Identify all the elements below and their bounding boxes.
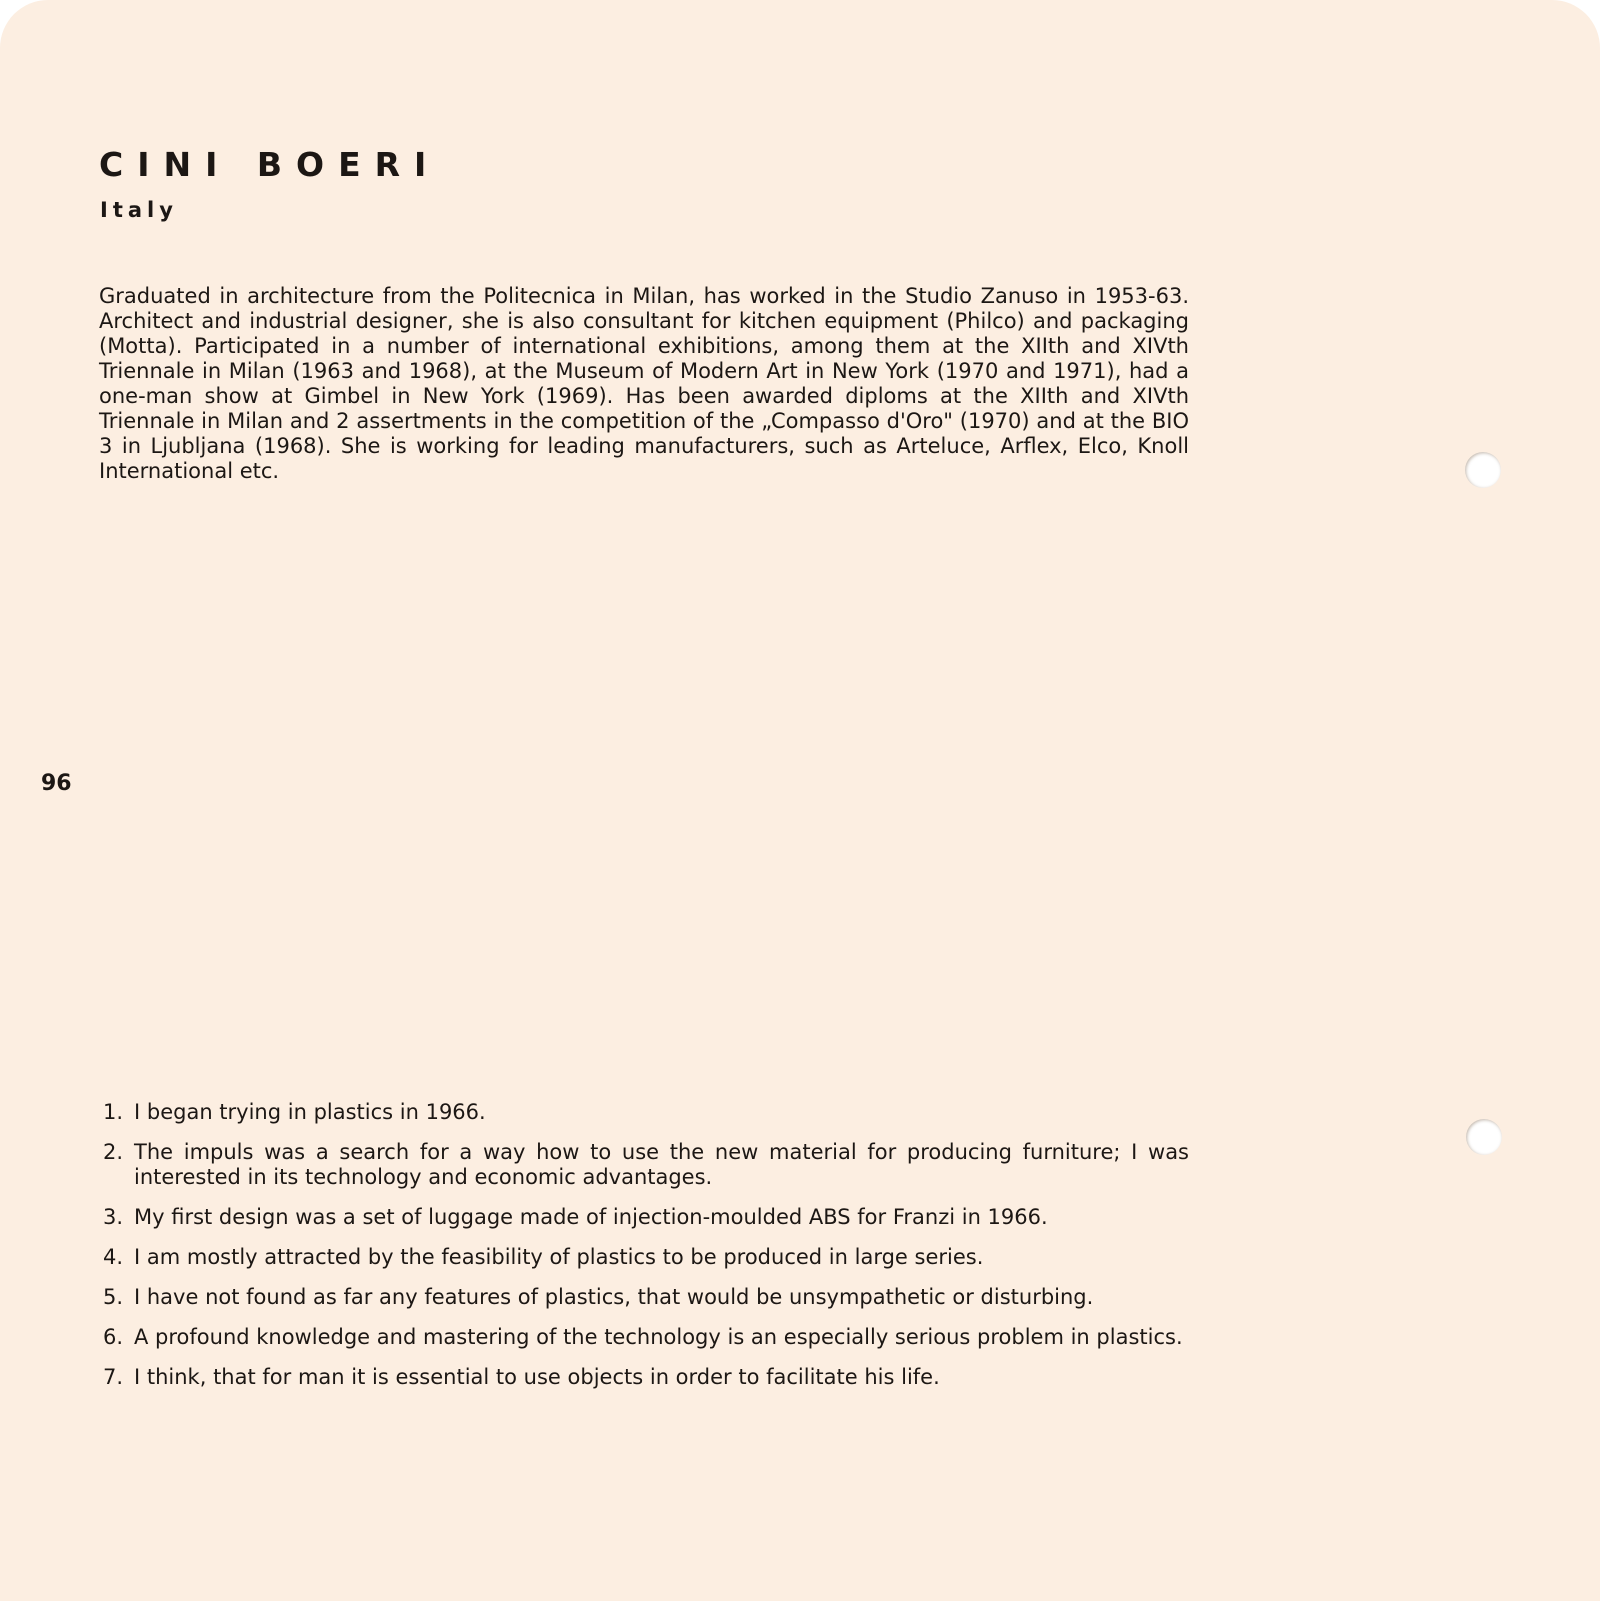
answer-text: A profound knowledge and mastering of the technology is an especially serious problem in plastics. [134, 1325, 1183, 1349]
punch-hole-bottom [1466, 1119, 1502, 1155]
answer-text: I think, that for man it is essential to use objects in order to facilitate his life. [134, 1365, 940, 1389]
answer-text: I began trying in plastics in 1966. [134, 1100, 486, 1124]
answer-text: I am mostly attracted by the feasibility of plastics to be produced in large series. [134, 1245, 984, 1269]
answer-item [99, 1325, 1189, 1350]
answer-item [99, 1100, 1189, 1125]
answer-number: 3. [103, 1205, 124, 1229]
designer-name: CINI BOERI [99, 145, 441, 184]
punch-hole-top [1465, 452, 1501, 488]
biography-paragraph: Graduated in architecture from the Politecnica in Milan, has worked in the Studio Zanuso in 1953-63. Architect and industrial designer, she is also consultant for kitchen equipment (Philco) and packaging (Motta). Participated in a number of international exhibitions, among them at the XIIth and XIVth Triennale in Milan (1963 and 1968), at the Museum of Modern Art in New York (1970 and 1971), had a one-man show at Gimbel in New York (1969). Has been awarded diploms at the XIIth and XIVth Triennale in Milan and 2 assertments in the competition of the „Compasso d'Oro" (1970) and at the BIO 3 in Ljubljana (1968). She is working for leading manufacturers, such as Arteluce, Arflex, Elco, Knoll International etc. [99, 284, 1189, 483]
answer-item [99, 1140, 1189, 1190]
answer-text: My first design was a set of luggage made of injection-moulded ABS for Franzi in 1966. [134, 1205, 1048, 1229]
questionnaire-answers [99, 1100, 1189, 1405]
answer-item [99, 1365, 1189, 1390]
page-number: 96 [41, 771, 72, 796]
answer-item [99, 1285, 1189, 1310]
answer-text: I have not found as far any features of plastics, that would be unsympathetic or disturbing. [134, 1285, 1094, 1309]
answer-number: 2. [103, 1140, 124, 1164]
answer-item [99, 1245, 1189, 1270]
answer-text: The impuls was a search for a way how to use the new material for producing furniture; I was interested in its technology and economic advantages. [134, 1140, 1189, 1189]
answer-number: 7. [103, 1365, 124, 1389]
answer-number: 4. [103, 1245, 124, 1269]
answer-number: 1. [103, 1100, 124, 1124]
answer-item [99, 1205, 1189, 1230]
answer-number: 6. [103, 1325, 124, 1349]
designer-country: Italy [100, 198, 178, 222]
answer-number: 5. [103, 1285, 124, 1309]
